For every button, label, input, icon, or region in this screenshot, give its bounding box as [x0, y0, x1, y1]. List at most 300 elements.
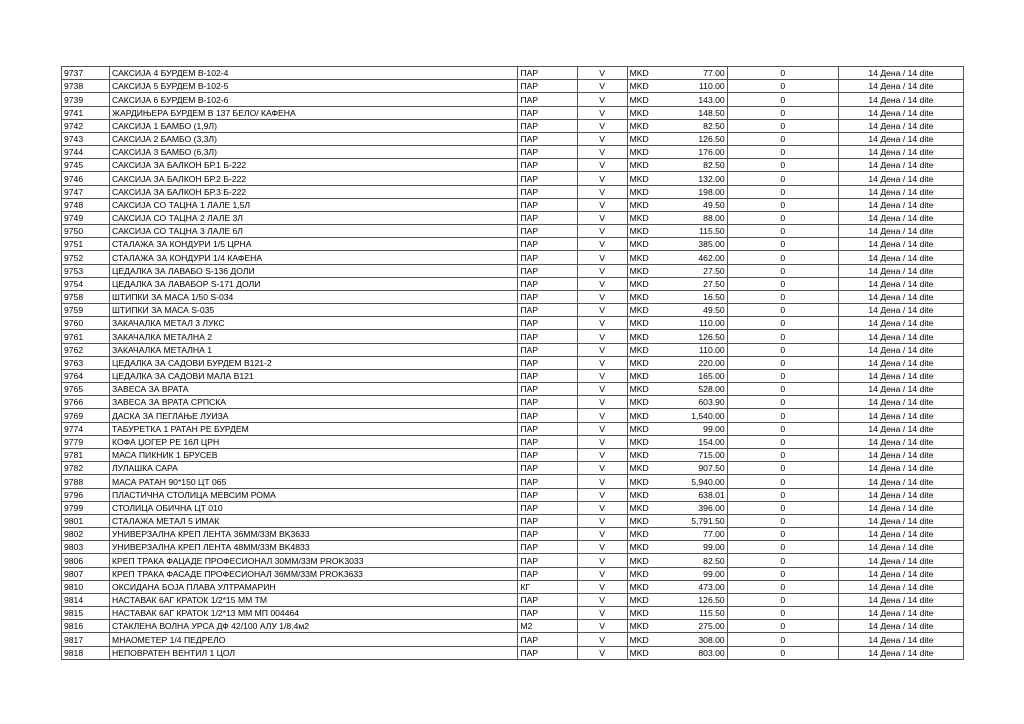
item-currency: MKD: [627, 488, 660, 501]
table-row: [62, 172, 964, 185]
item-currency: MKD: [627, 159, 660, 172]
table-row: [62, 225, 964, 238]
item-unit: ПАР: [518, 330, 577, 343]
item-name: МАСА ПИКНИК 1 БРУСЕВ: [110, 448, 518, 461]
item-vat: V: [577, 435, 627, 448]
table-row: [62, 462, 964, 475]
table-row: [62, 541, 964, 554]
item-code: 9752: [62, 251, 110, 264]
item-quantity: 0: [727, 620, 838, 633]
item-vat: V: [577, 146, 627, 159]
item-delivery: 14 Дена / 14 dite: [838, 488, 963, 501]
item-code: 9747: [62, 185, 110, 198]
item-code: 9763: [62, 356, 110, 369]
item-currency: MKD: [627, 620, 660, 633]
item-currency: MKD: [627, 238, 660, 251]
item-delivery: 14 Дена / 14 dite: [838, 514, 963, 527]
item-price: 99.00: [660, 541, 728, 554]
item-delivery: 14 Дена / 14 dite: [838, 528, 963, 541]
table-row: [62, 290, 964, 303]
item-unit: ПАР: [518, 67, 577, 80]
item-currency: MKD: [627, 185, 660, 198]
item-currency: MKD: [627, 383, 660, 396]
item-code: 9762: [62, 343, 110, 356]
item-currency: MKD: [627, 422, 660, 435]
item-code: 9754: [62, 277, 110, 290]
table-row: [62, 488, 964, 501]
item-currency: MKD: [627, 369, 660, 382]
item-name: САКСИЈА 4 БУРДЕМ B-102-4: [110, 67, 518, 80]
item-delivery: 14 Дена / 14 dite: [838, 396, 963, 409]
item-quantity: 0: [727, 462, 838, 475]
item-quantity: 0: [727, 383, 838, 396]
item-price: 82.50: [660, 119, 728, 132]
item-vat: V: [577, 211, 627, 224]
item-price: 603.90: [660, 396, 728, 409]
item-price: 88.00: [660, 211, 728, 224]
item-code: 9779: [62, 435, 110, 448]
item-currency: MKD: [627, 264, 660, 277]
item-unit: ПАР: [518, 356, 577, 369]
item-currency: MKD: [627, 251, 660, 264]
item-name: САКСИЈА ЗА БАЛКОН БР.3 Б-222: [110, 185, 518, 198]
item-code: 9815: [62, 607, 110, 620]
item-vat: V: [577, 501, 627, 514]
item-delivery: 14 Дена / 14 dite: [838, 462, 963, 475]
item-price: 165.00: [660, 369, 728, 382]
item-vat: V: [577, 185, 627, 198]
item-quantity: 0: [727, 580, 838, 593]
item-currency: MKD: [627, 541, 660, 554]
table-row: [62, 198, 964, 211]
item-code: 9807: [62, 567, 110, 580]
item-delivery: 14 Дена / 14 dite: [838, 633, 963, 646]
item-currency: MKD: [627, 132, 660, 145]
item-code: 9801: [62, 514, 110, 527]
item-code: 9761: [62, 330, 110, 343]
item-currency: MKD: [627, 146, 660, 159]
item-vat: V: [577, 225, 627, 238]
item-name: СТАКЛЕНА ВОЛНА УРСА ДФ 42/100 АЛУ 1/8.4м2: [110, 620, 518, 633]
item-price: 82.50: [660, 554, 728, 567]
item-unit: ПАР: [518, 514, 577, 527]
table-row: [62, 475, 964, 488]
item-quantity: 0: [727, 528, 838, 541]
item-unit: ПАР: [518, 146, 577, 159]
item-delivery: 14 Дена / 14 dite: [838, 211, 963, 224]
item-quantity: 0: [727, 646, 838, 659]
item-code: 9796: [62, 488, 110, 501]
item-quantity: 0: [727, 567, 838, 580]
item-name: НАСТАВАК 6АГ КРАТОК 1/2*15 ММ ТМ: [110, 593, 518, 606]
item-delivery: 14 Дена / 14 dite: [838, 620, 963, 633]
item-vat: V: [577, 541, 627, 554]
item-delivery: 14 Дена / 14 dite: [838, 225, 963, 238]
item-vat: V: [577, 277, 627, 290]
table-row: [62, 356, 964, 369]
table-row: [62, 369, 964, 382]
item-price: 49.50: [660, 198, 728, 211]
item-vat: V: [577, 462, 627, 475]
item-delivery: 14 Дена / 14 dite: [838, 198, 963, 211]
table-row: [62, 238, 964, 251]
item-price: 110.00: [660, 80, 728, 93]
item-code: 9749: [62, 211, 110, 224]
item-name: САКСИЈА СО ТАЦНА 1 ЛАЛЕ 1,5Л: [110, 198, 518, 211]
item-vat: V: [577, 369, 627, 382]
table-row: [62, 633, 964, 646]
table-row: [62, 317, 964, 330]
item-currency: MKD: [627, 172, 660, 185]
item-code: 9803: [62, 541, 110, 554]
item-currency: MKD: [627, 580, 660, 593]
price-list-table: [61, 66, 964, 660]
table-row: [62, 514, 964, 527]
item-delivery: 14 Дена / 14 dite: [838, 251, 963, 264]
item-name: ЦЕДАЛКА ЗА ЛАВАБО S-136 ДОЛИ: [110, 264, 518, 277]
item-vat: V: [577, 607, 627, 620]
item-name: САКСИЈА 2 БАМБО (3,3Л): [110, 132, 518, 145]
item-price: 275.00: [660, 620, 728, 633]
item-quantity: 0: [727, 264, 838, 277]
item-quantity: 0: [727, 607, 838, 620]
table-row: [62, 277, 964, 290]
item-code: 9816: [62, 620, 110, 633]
item-vat: V: [577, 356, 627, 369]
item-currency: MKD: [627, 528, 660, 541]
item-vat: V: [577, 475, 627, 488]
item-quantity: 0: [727, 119, 838, 132]
item-currency: MKD: [627, 330, 660, 343]
table-row: [62, 422, 964, 435]
item-delivery: 14 Дена / 14 dite: [838, 172, 963, 185]
item-name: ТАБУРЕТКА 1 РАТАН РЕ БУРДЕМ: [110, 422, 518, 435]
item-quantity: 0: [727, 106, 838, 119]
item-name: ПЛАСТИЧНА СТОЛИЦА МЕВСИМ РОМА: [110, 488, 518, 501]
item-unit: ПАР: [518, 225, 577, 238]
item-name: ЦЕДАЛКА ЗА САДОВИ БУРДЕМ B121-2: [110, 356, 518, 369]
item-price: 638.01: [660, 488, 728, 501]
item-unit: ПАР: [518, 607, 577, 620]
item-currency: MKD: [627, 409, 660, 422]
item-delivery: 14 Дена / 14 dite: [838, 607, 963, 620]
item-vat: V: [577, 238, 627, 251]
item-quantity: 0: [727, 554, 838, 567]
item-currency: MKD: [627, 343, 660, 356]
item-vat: V: [577, 198, 627, 211]
item-currency: MKD: [627, 290, 660, 303]
item-currency: MKD: [627, 211, 660, 224]
table-row: [62, 620, 964, 633]
item-delivery: 14 Дена / 14 dite: [838, 501, 963, 514]
table-row: [62, 646, 964, 659]
item-name: ШТИПКИ ЗА МАСА 1/50 S-034: [110, 290, 518, 303]
item-quantity: 0: [727, 225, 838, 238]
item-quantity: 0: [727, 185, 838, 198]
item-unit: ПАР: [518, 475, 577, 488]
item-quantity: 0: [727, 159, 838, 172]
item-delivery: 14 Дена / 14 dite: [838, 277, 963, 290]
item-code: 9782: [62, 462, 110, 475]
item-unit: ПАР: [518, 251, 577, 264]
table-row: [62, 304, 964, 317]
item-code: 9814: [62, 593, 110, 606]
item-vat: V: [577, 409, 627, 422]
item-price: 126.50: [660, 330, 728, 343]
item-quantity: 0: [727, 290, 838, 303]
table-row: [62, 211, 964, 224]
item-unit: КГ: [518, 580, 577, 593]
item-currency: MKD: [627, 106, 660, 119]
item-name: СТАЛАЖА ЗА КОНДУРИ 1/4 КАФЕНА: [110, 251, 518, 264]
item-delivery: 14 Дена / 14 dite: [838, 580, 963, 593]
item-delivery: 14 Дена / 14 dite: [838, 106, 963, 119]
item-vat: V: [577, 119, 627, 132]
item-unit: ПАР: [518, 277, 577, 290]
item-code: 9742: [62, 119, 110, 132]
item-price: 5,940.00: [660, 475, 728, 488]
item-quantity: 0: [727, 198, 838, 211]
item-price: 126.50: [660, 593, 728, 606]
item-price: 154.00: [660, 435, 728, 448]
item-price: 82.50: [660, 159, 728, 172]
item-unit: ПАР: [518, 119, 577, 132]
item-name: САКСИЈА СО ТАЦНА 3 ЛАЛЕ 6Л: [110, 225, 518, 238]
item-delivery: 14 Дена / 14 dite: [838, 383, 963, 396]
item-price: 5,791.50: [660, 514, 728, 527]
item-price: 220.00: [660, 356, 728, 369]
item-vat: V: [577, 67, 627, 80]
item-name: СТОЛИЦА ОБИЧНА ЦТ 010: [110, 501, 518, 514]
table-row: [62, 330, 964, 343]
item-currency: MKD: [627, 514, 660, 527]
item-delivery: 14 Дена / 14 dite: [838, 132, 963, 145]
item-currency: MKD: [627, 462, 660, 475]
item-price: 77.00: [660, 67, 728, 80]
table-row: [62, 383, 964, 396]
item-delivery: 14 Дена / 14 dite: [838, 146, 963, 159]
item-quantity: 0: [727, 593, 838, 606]
item-code: 9760: [62, 317, 110, 330]
item-name: КРЕП ТРАКА ФАЦАДЕ ПРОФЕСИОНАЛ 30ММ/33М PROK3033: [110, 554, 518, 567]
item-vat: V: [577, 330, 627, 343]
item-code: 9738: [62, 80, 110, 93]
table-row: [62, 93, 964, 106]
item-vat: V: [577, 383, 627, 396]
item-vat: V: [577, 633, 627, 646]
item-quantity: 0: [727, 67, 838, 80]
item-vat: V: [577, 554, 627, 567]
table-row: [62, 159, 964, 172]
item-name: СТАЛАЖА МЕТАЛ 5 ИМАК: [110, 514, 518, 527]
item-price: 27.50: [660, 277, 728, 290]
item-price: 528.00: [660, 383, 728, 396]
item-delivery: 14 Дена / 14 dite: [838, 93, 963, 106]
item-unit: ПАР: [518, 317, 577, 330]
item-quantity: 0: [727, 330, 838, 343]
item-currency: MKD: [627, 198, 660, 211]
item-quantity: 0: [727, 488, 838, 501]
item-vat: V: [577, 159, 627, 172]
item-price: 907.50: [660, 462, 728, 475]
item-name: ЗАВЕСА ЗА ВРАТА: [110, 383, 518, 396]
item-name: НАСТАВАК 6АГ КРАТОК 1/2*13 ММ МП 004464: [110, 607, 518, 620]
item-code: 9741: [62, 106, 110, 119]
item-delivery: 14 Дена / 14 dite: [838, 185, 963, 198]
item-name: САКСИЈА СО ТАЦНА 2 ЛАЛЕ 3Л: [110, 211, 518, 224]
item-currency: MKD: [627, 607, 660, 620]
item-currency: MKD: [627, 501, 660, 514]
item-price: 110.00: [660, 343, 728, 356]
table-row: [62, 554, 964, 567]
item-delivery: 14 Дена / 14 dite: [838, 567, 963, 580]
table-row: [62, 80, 964, 93]
item-currency: MKD: [627, 225, 660, 238]
item-code: 9745: [62, 159, 110, 172]
item-code: 9818: [62, 646, 110, 659]
item-quantity: 0: [727, 80, 838, 93]
item-unit: М2: [518, 620, 577, 633]
item-vat: V: [577, 317, 627, 330]
item-vat: V: [577, 106, 627, 119]
item-name: КРЕП ТРАКА ФАСАДЕ ПРОФЕСИОНАЛ 36ММ/33М PROK3633: [110, 567, 518, 580]
table-row: [62, 501, 964, 514]
item-code: 9746: [62, 172, 110, 185]
item-unit: ПАР: [518, 528, 577, 541]
item-name: ЖАРДИЊЕРА БУРДЕМ B 137 БЕЛО/ КАФЕНА: [110, 106, 518, 119]
item-currency: MKD: [627, 80, 660, 93]
item-code: 9737: [62, 67, 110, 80]
table-row: [62, 251, 964, 264]
item-price: 715.00: [660, 448, 728, 461]
table-row: [62, 67, 964, 80]
item-quantity: 0: [727, 132, 838, 145]
item-name: МНАОМЕТЕР 1/4 ПЕДРЕЛО: [110, 633, 518, 646]
item-quantity: 0: [727, 435, 838, 448]
item-price: 132.00: [660, 172, 728, 185]
item-name: ЦЕДАЛКА ЗА САДОВИ МАЛА B121: [110, 369, 518, 382]
item-code: 9744: [62, 146, 110, 159]
item-delivery: 14 Дена / 14 dite: [838, 330, 963, 343]
item-vat: V: [577, 620, 627, 633]
item-quantity: 0: [727, 356, 838, 369]
item-code: 9799: [62, 501, 110, 514]
item-vat: V: [577, 93, 627, 106]
item-price: 462.00: [660, 251, 728, 264]
item-delivery: 14 Дена / 14 dite: [838, 448, 963, 461]
item-code: 9806: [62, 554, 110, 567]
item-vat: V: [577, 264, 627, 277]
item-price: 803.00: [660, 646, 728, 659]
item-quantity: 0: [727, 304, 838, 317]
item-name: УНИВЕРЗАЛНА КРЕП ЛЕНТА 36ММ/33М BK3633: [110, 528, 518, 541]
item-currency: MKD: [627, 593, 660, 606]
item-quantity: 0: [727, 251, 838, 264]
item-unit: ПАР: [518, 448, 577, 461]
item-delivery: 14 Дена / 14 dite: [838, 159, 963, 172]
table-row: [62, 448, 964, 461]
item-code: 9765: [62, 383, 110, 396]
item-currency: MKD: [627, 304, 660, 317]
table-row: [62, 593, 964, 606]
item-vat: V: [577, 172, 627, 185]
item-delivery: 14 Дена / 14 dite: [838, 80, 963, 93]
item-code: 9788: [62, 475, 110, 488]
item-price: 176.00: [660, 146, 728, 159]
item-quantity: 0: [727, 409, 838, 422]
item-price: 16.50: [660, 290, 728, 303]
item-unit: ПАР: [518, 290, 577, 303]
item-vat: V: [577, 646, 627, 659]
item-quantity: 0: [727, 172, 838, 185]
item-delivery: 14 Дена / 14 dite: [838, 343, 963, 356]
item-code: 9774: [62, 422, 110, 435]
item-vat: V: [577, 514, 627, 527]
item-quantity: 0: [727, 211, 838, 224]
item-unit: ПАР: [518, 211, 577, 224]
item-unit: ПАР: [518, 488, 577, 501]
item-currency: MKD: [627, 475, 660, 488]
table-row: [62, 607, 964, 620]
item-code: 9766: [62, 396, 110, 409]
item-price: 110.00: [660, 317, 728, 330]
item-currency: MKD: [627, 435, 660, 448]
item-vat: V: [577, 567, 627, 580]
item-vat: V: [577, 488, 627, 501]
item-unit: ПАР: [518, 567, 577, 580]
item-unit: ПАР: [518, 172, 577, 185]
item-code: 9764: [62, 369, 110, 382]
item-unit: ПАР: [518, 185, 577, 198]
item-code: 9802: [62, 528, 110, 541]
item-currency: MKD: [627, 633, 660, 646]
item-quantity: 0: [727, 93, 838, 106]
item-unit: ПАР: [518, 264, 577, 277]
item-price: 99.00: [660, 567, 728, 580]
item-delivery: 14 Дена / 14 dite: [838, 369, 963, 382]
item-unit: ПАР: [518, 422, 577, 435]
item-unit: ПАР: [518, 198, 577, 211]
item-delivery: 14 Дена / 14 dite: [838, 67, 963, 80]
item-name: ОКСИДАНА БОЈА ПЛАВА УЛТРАМАРИН: [110, 580, 518, 593]
table-row: [62, 132, 964, 145]
item-code: 9769: [62, 409, 110, 422]
item-quantity: 0: [727, 238, 838, 251]
item-price: 473.00: [660, 580, 728, 593]
table-row: [62, 146, 964, 159]
item-unit: ПАР: [518, 132, 577, 145]
item-name: МАСА РАТАН 90*150 ЦТ 065: [110, 475, 518, 488]
item-quantity: 0: [727, 501, 838, 514]
item-name: САКСИЈА 5 БУРДЕМ B-102-5: [110, 80, 518, 93]
item-quantity: 0: [727, 514, 838, 527]
table-row: [62, 106, 964, 119]
item-delivery: 14 Дена / 14 dite: [838, 317, 963, 330]
item-delivery: 14 Дена / 14 dite: [838, 409, 963, 422]
item-unit: ПАР: [518, 106, 577, 119]
item-name: САКСИЈА 6 БУРДЕМ B-102-6: [110, 93, 518, 106]
item-delivery: 14 Дена / 14 dite: [838, 304, 963, 317]
item-unit: ПАР: [518, 541, 577, 554]
item-name: САКСИЈА 3 БАМБО (6,3Л): [110, 146, 518, 159]
item-currency: MKD: [627, 554, 660, 567]
item-price: 148.50: [660, 106, 728, 119]
table-row: [62, 435, 964, 448]
item-vat: V: [577, 290, 627, 303]
item-price: 77.00: [660, 528, 728, 541]
item-code: 9751: [62, 238, 110, 251]
item-name: ЗАВЕСА ЗА ВРАТА СРПСКА: [110, 396, 518, 409]
